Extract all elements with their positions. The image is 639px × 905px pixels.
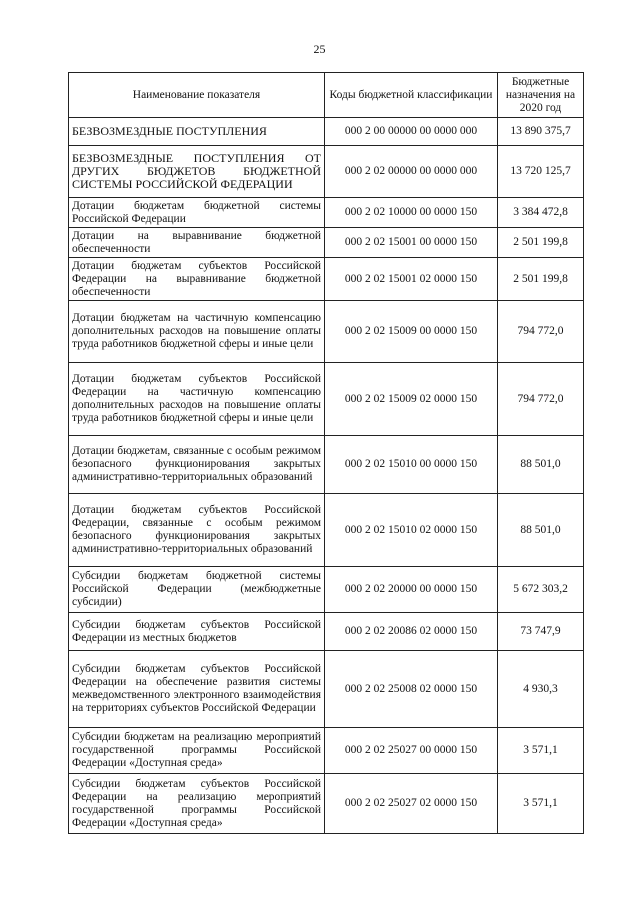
row-code: 000 2 02 15001 00 0000 150 [325,228,498,258]
table-row [69,198,584,228]
row-name: БЕЗВОЗМЕЗДНЫЕ ПОСТУПЛЕНИЯ ОТ ДРУГИХ БЮДЖЕТОВ БЮДЖЕТНОЙ СИСТЕМЫ РОССИЙСКОЙ ФЕДЕРАЦИИ [69,146,325,198]
table-row [69,651,584,728]
row-name: Дотации бюджетам бюджетной системы Российской Федерации [69,198,325,228]
header-code: Коды бюджетной классификации [325,73,498,118]
table-row [69,118,584,146]
page-number: 25 [313,42,326,56]
budget-table [68,72,584,834]
row-code: 000 2 02 25027 02 0000 150 [325,774,498,834]
row-name: Дотации бюджетам субъектов Российской Федерации, связанные с особым режимом безопасного функционирования закрытых административно-территориальных образований [69,494,325,567]
row-name: Субсидии бюджетам бюджетной системы Российской Федерации (межбюджетные субсидии) [69,567,325,613]
row-name: Субсидии бюджетам субъектов Российской Федерации на реализацию мероприятий государственной программы Российской Федерации «Доступная среда» [69,774,325,834]
row-code: 000 2 00 00000 00 0000 000 [325,118,498,146]
table-row [69,494,584,567]
row-name: Дотации бюджетам, связанные с особым режимом безопасного функционирования закрытых административно-территориальных образований [69,436,325,494]
row-code: 000 2 02 15009 02 0000 150 [325,363,498,436]
row-name: Дотации бюджетам на частичную компенсацию дополнительных расходов на повышение оплаты труда работников бюджетной сферы и иные цели [69,301,325,363]
row-amount: 2 501 199,8 [498,228,584,258]
row-amount: 88 501,0 [498,494,584,567]
row-amount: 2 501 199,8 [498,258,584,301]
row-amount: 3 571,1 [498,728,584,774]
row-code: 000 2 02 10000 00 0000 150 [325,198,498,228]
header-name: Наименование показателя [69,73,325,118]
row-name: Дотации бюджетам субъектов Российской Федерации на выравнивание бюджетной обеспеченности [69,258,325,301]
row-code: 000 2 02 25008 02 0000 150 [325,651,498,728]
row-code: 000 2 02 15009 00 0000 150 [325,301,498,363]
row-amount: 3 571,1 [498,774,584,834]
row-amount: 794 772,0 [498,363,584,436]
table-row [69,146,584,198]
table-row [69,363,584,436]
table-row [69,567,584,613]
row-code: 000 2 02 15001 02 0000 150 [325,258,498,301]
row-amount: 13 720 125,7 [498,146,584,198]
table-row [69,228,584,258]
row-code: 000 2 02 00000 00 0000 000 [325,146,498,198]
table-row [69,728,584,774]
row-amount: 794 772,0 [498,301,584,363]
row-amount: 13 890 375,7 [498,118,584,146]
row-name: Субсидии бюджетам субъектов Российской Федерации на обеспечение развития системы межведомственного электронного взаимодействия на территориях субъектов Российской Федерации [69,651,325,728]
row-code: 000 2 02 15010 02 0000 150 [325,494,498,567]
table-row [69,774,584,834]
row-name: Субсидии бюджетам субъектов Российской Федерации из местных бюджетов [69,613,325,651]
row-name: Субсидии бюджетам на реализацию мероприятий государственной программы Российской Федерации «Доступная среда» [69,728,325,774]
row-code: 000 2 02 20086 02 0000 150 [325,613,498,651]
table-row [69,436,584,494]
row-code: 000 2 02 25027 00 0000 150 [325,728,498,774]
table-row [69,613,584,651]
row-name: БЕЗВОЗМЕЗДНЫЕ ПОСТУПЛЕНИЯ [69,118,325,146]
row-name: Дотации на выравнивание бюджетной обеспеченности [69,228,325,258]
row-amount: 3 384 472,8 [498,198,584,228]
row-name: Дотации бюджетам субъектов Российской Федерации на частичную компенсацию дополнительных расходов на повышение оплаты труда работников бюджетной сферы и иные цели [69,363,325,436]
table-row [69,301,584,363]
table-header-row [69,73,584,118]
row-code: 000 2 02 15010 00 0000 150 [325,436,498,494]
row-amount: 73 747,9 [498,613,584,651]
row-code: 000 2 02 20000 00 0000 150 [325,567,498,613]
row-amount: 5 672 303,2 [498,567,584,613]
row-amount: 4 930,3 [498,651,584,728]
header-amount: Бюджетные назначения на 2020 год [498,73,584,118]
table-row [69,258,584,301]
row-amount: 88 501,0 [498,436,584,494]
